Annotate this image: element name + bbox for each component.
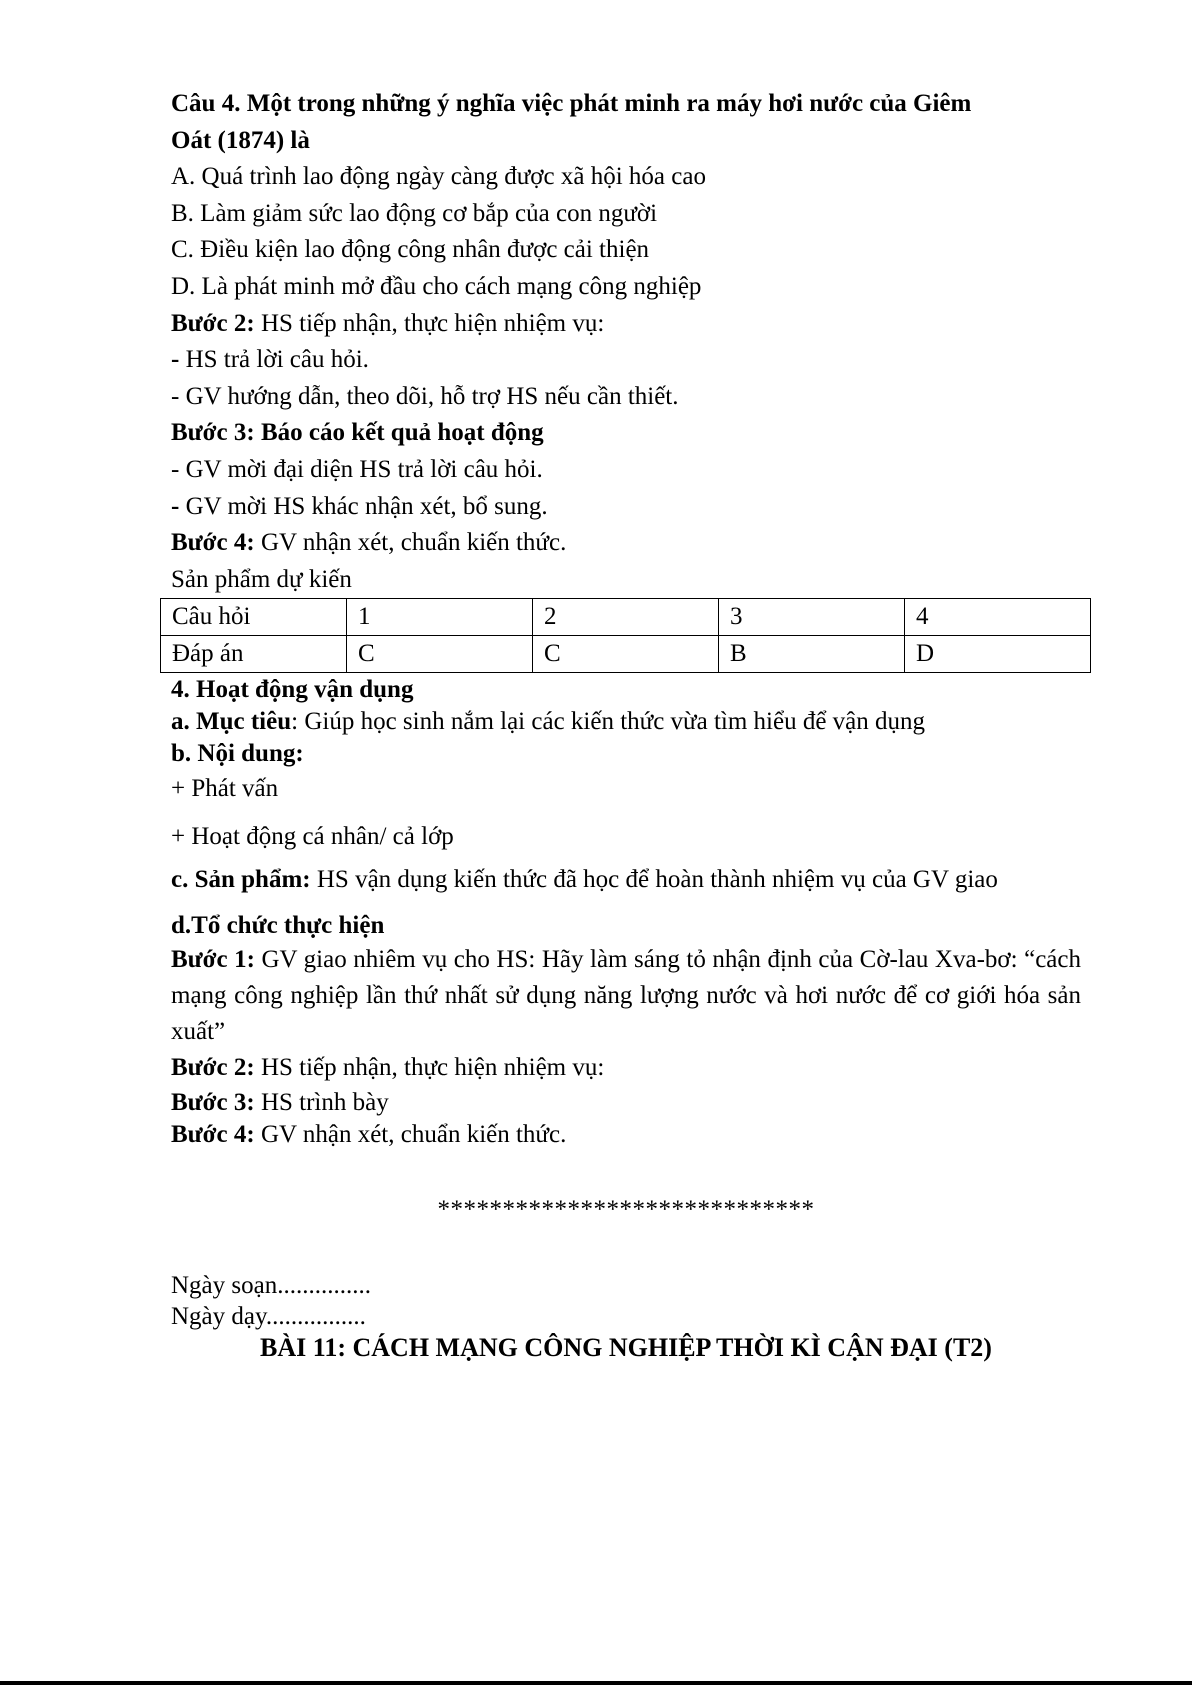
table-row [161,636,1091,673]
org-step-3-text: HS trình bày [254,1089,389,1117]
step-3-item-2-text: GV mời HS khác nhận xét, bổ sung. [179,492,548,520]
document-content [171,86,1081,1364]
option-a: A. Quá trình lao động ngày càng được xã hội hóa cao [171,163,706,191]
content-heading: b. Nội dung: [171,740,304,768]
section-4-title: 4. Hoạt động vận dụng [171,676,414,704]
table-cell: Câu hỏi [161,599,347,636]
objective [171,706,1081,738]
dash-bullet: - [171,346,180,374]
prep-date: Ngày soạn............... [171,1272,371,1300]
step-2-text: HS tiếp nhận, thực hiện nhiệm vụ: [254,309,605,337]
separator: ***************************** [437,1196,815,1224]
question-4-line2: Oát (1874) là [171,126,310,154]
step-3-item-2 [171,489,1081,526]
step-4 [171,525,1081,562]
org-step-4-label: Bước 4: [171,1121,255,1149]
org-step-2-label: Bước 2: [171,1054,255,1082]
table-cell: C [347,636,533,673]
question-4-label: Câu 4. [171,90,241,117]
org-step-1-text: GV giao nhiêm vụ cho HS: Hãy làm sáng tỏ nhận định của Cờ-lau Xva-bơ: “cách mạng công nghiệp lần thứ nhất sử dụng năng lượng nước và hơi nước để cơ giới hóa sản xuất” [171,946,1081,1046]
org-step-4 [171,1120,1081,1150]
question-4-line1 [171,86,1081,123]
table-cell: 2 [533,599,719,636]
step-2 [171,306,1081,343]
option-b: B. Làm giảm sức lao động cơ bắp của con người [171,199,658,227]
objective-text: : Giúp học sinh nắm lại các kiến thức vừa tìm hiểu để vận dụng [291,708,926,736]
lesson-title: BÀI 11: CÁCH MẠNG CÔNG NGHIỆP THỜI KÌ CẬN ĐẠI (T2) [260,1333,992,1363]
table-cell: 1 [347,599,533,636]
expected-product-label: Sản phẩm dự kiến [171,565,352,593]
org-step-2 [171,1050,1081,1086]
table-cell: B [719,636,905,673]
content-item-1: + Phát vấn [171,775,279,803]
table-cell: Đáp án [161,636,347,673]
org-step-2-text: HS tiếp nhận, thực hiện nhiệm vụ: [254,1054,605,1082]
teach-date: Ngày dạy................ [171,1303,366,1331]
org-step-1-label: Bước 1: [171,946,255,974]
step-4-text: GV nhận xét, chuẩn kiến thức. [254,529,567,557]
page-bottom-border [0,1681,1192,1685]
product [171,856,1081,904]
step-2-label: Bước 2: [171,309,255,337]
table-cell: D [905,636,1091,673]
product-label: c. Sản phẩm: [171,866,311,894]
step-3-item-1: - GV mời đại diện HS trả lời câu hỏi. [171,455,543,483]
org-step-1 [171,942,1081,1050]
step-2-item-1-text: HS trả lời câu hỏi. [179,346,369,374]
answer-table [160,598,1091,673]
question-4-text: Một trong những ý nghĩa việc phát minh ra máy hơi nước của Giêm [240,90,972,117]
dash-bullet: - [171,492,180,520]
org-step-3 [171,1086,1081,1120]
org-step-4-text: GV nhận xét, chuẩn kiến thức. [254,1121,567,1149]
org-step-3-label: Bước 3: [171,1089,255,1117]
organization-heading: d.Tổ chức thực hiện [171,912,385,940]
step-2-item-1 [171,342,1081,379]
table-row [161,599,1091,636]
option-d: D. Là phát minh mở đầu cho cách mạng công nghiệp [171,272,702,300]
table-cell: 4 [905,599,1091,636]
content-item-2: + Hoạt động cá nhân/ cả lớp [171,823,454,851]
step-4-label: Bước 4: [171,529,255,557]
objective-label: a. Mục tiêu [171,708,292,736]
table-cell: C [533,636,719,673]
product-text: HS vận dụng kiến thức đã học để hoàn thành nhiệm vụ của GV giao [310,866,998,894]
table-cell: 3 [719,599,905,636]
step-2-item-2: - GV hướng dẫn, theo dõi, hỗ trợ HS nếu cần thiết. [171,382,679,410]
option-c: C. Điều kiện lao động công nhân được cải thiện [171,236,650,264]
step-3-heading: Bước 3: Báo cáo kết quả hoạt động [171,419,544,447]
